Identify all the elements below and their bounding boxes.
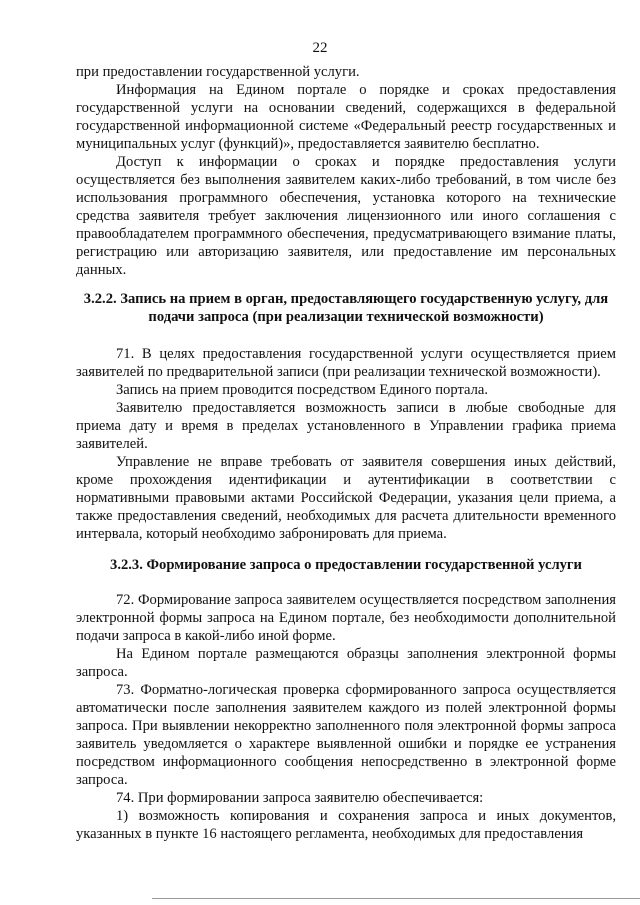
paragraph: Запись на прием проводится посредством Единого портала. — [116, 382, 489, 398]
paragraph: Доступ к информации о сроках и порядке предоставления услуги осуществляется без выполнения заявителем каких-либо требований, в том числе без использования программного обеспечения, установка которого на технические средства заявителя требует заключения лицензионного или иного соглашения с правообладателем программного обеспечения, предусматривающего взимание платы, регистрацию или авторизацию заявителя, или предоставление им персональных данных. — [76, 154, 616, 278]
paragraph: 74. При формировании запроса заявителю обеспечивается: — [116, 790, 484, 806]
paragraph: 72. Формирование запроса заявителем осуществляется посредством заполнения электронной формы запроса на Едином портале, без необходимости дополнительной подачи запроса в какой-либо иной форме. — [76, 592, 616, 644]
paragraph: при предоставлении государственной услуги. — [76, 64, 360, 80]
page-number: 22 — [312, 40, 328, 56]
page-bottom-rule — [152, 898, 640, 899]
section-heading: 3.2.3. Формирование запроса о предоставлении государственной услуги — [110, 557, 582, 573]
section-heading: 3.2.2. Запись на прием в орган, предоставляющего государственную услугу, для подачи запроса (при реализации технической возможности) — [83, 291, 609, 325]
paragraph: Заявителю предоставляется возможность записи в любые свободные для приема дату и время в пределах установленного в Управлении графика приема заявителей. — [76, 400, 616, 452]
paragraph: 1) возможность копирования и сохранения запроса и иных документов, указанных в пункте 16 настоящего регламента, необходимых для предоставления — [76, 808, 616, 842]
paragraph: 71. В целях предоставления государственной услуги осуществляется прием заявителей по предварительной записи (при реализации технической возможности). — [76, 346, 616, 380]
paragraph: Управление не вправе требовать от заявителя совершения иных действий, кроме прохождения идентификации и аутентификации в соответствии с нормативными правовыми актами Российской Федерации, указания цели приема, а также предоставления сведений, необходимых для расчета длительности временного интервала, который необходимо забронировать для приема. — [76, 454, 616, 542]
paragraph: На Едином портале размещаются образцы заполнения электронной формы запроса. — [76, 646, 616, 680]
paragraph: Информация на Едином портале о порядке и сроках предоставления государственной услуги на основании сведений, содержащихся в федеральной государственной информационной системе «Федеральный реестр государственных и муниципальных услуг (функций)», предоставляется заявителю бесплатно. — [76, 82, 616, 152]
paragraph: 73. Форматно-логическая проверка сформированного запроса осуществляется автоматически после заполнения заявителем каждого из полей электронной формы запроса. При выявлении некорректно заполненного поля электронной формы запроса заявитель уведомляется о характере выявленной ошибки и порядке ее устранения посредством информационного сообщения непосредственно в электронной форме запроса. — [76, 682, 616, 788]
document-body — [76, 63, 616, 843]
